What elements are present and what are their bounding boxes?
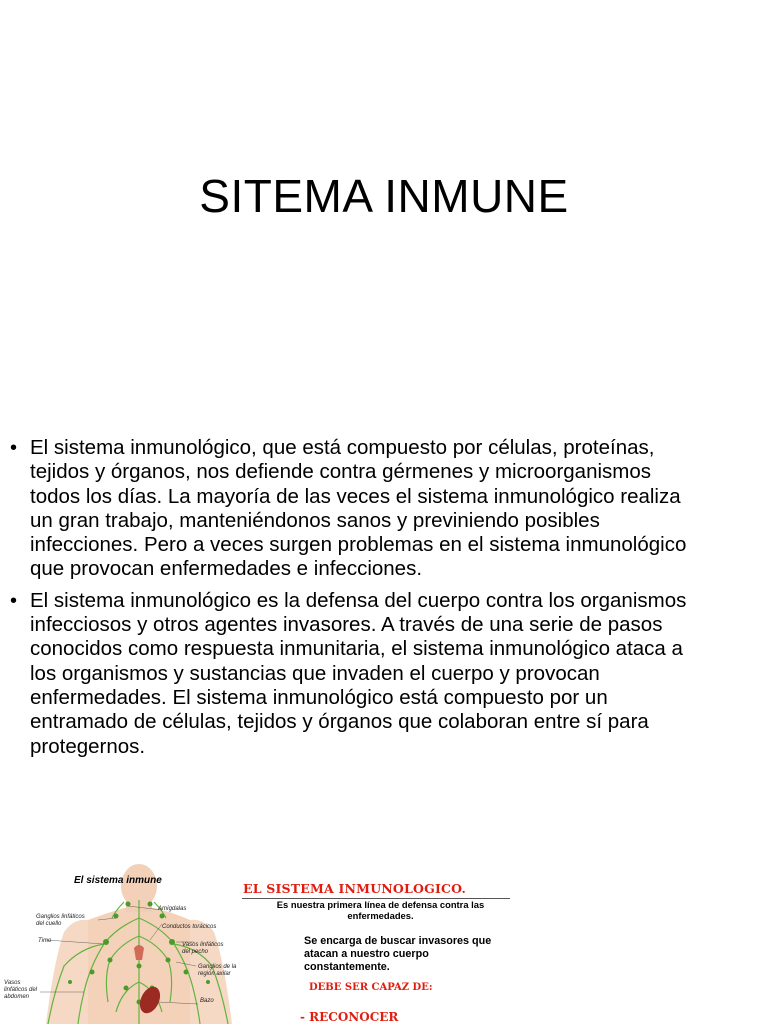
info-card-title: EL SISTEMA INMUNOLOGICO.: [243, 881, 467, 896]
bullet-list: [10, 436, 762, 766]
bullet-line: tejidos y órganos, nos defiende contra gérmenes y microorganismos: [30, 460, 652, 484]
bullet-item: [10, 589, 762, 759]
bullet-line: enfermedades. El sistema inmunológico está compuesto por un: [30, 685, 608, 709]
bullet-dot-icon: •: [10, 437, 18, 459]
bullet-line: entramado de células, tejidos y órganos que colaboran entre sí para: [30, 710, 649, 734]
bullet-line: un gran trabajo, manteniéndonos sanos y previniendo posibles: [30, 508, 600, 532]
bullet-line: El sistema inmunológico es la defensa del cuerpo contra los organismos: [30, 588, 687, 612]
bullet-item: [10, 436, 762, 582]
bullet-line: infecciones. Pero a veces surgen problemas en el sistema inmunológico: [30, 533, 687, 557]
bullet-line: infecciosos y otros agentes invasores. A través de una serie de pasos: [30, 613, 663, 637]
bullet-line: los organismos y sustancias que invaden el cuerpo y provocan: [30, 661, 600, 685]
bullet-line: protegernos.: [30, 734, 146, 758]
diagram-title: El sistema inmune: [74, 875, 162, 886]
label-amigdalas: Amígdalas: [158, 906, 187, 912]
bullet-line: que provocan enfermedades e infecciones.: [30, 557, 423, 581]
immune-system-diagram: [0, 862, 240, 1024]
label-ganglios-cuello: Ganglios linfáticos del cuello: [36, 914, 85, 927]
label-conductos-toracicos: Conductos torácicos: [162, 924, 217, 930]
label-vasos-abdomen: Vasos linfáticos del abdomen: [4, 980, 38, 1000]
info-card-subtitle: Es nuestra primera línea de defensa contra las enfermedades.: [276, 899, 485, 921]
label-timo: Timo: [38, 938, 52, 944]
bullet-line: todos los días. La mayoría de las veces el sistema inmunológico realiza: [30, 484, 681, 508]
immune-info-card: [238, 870, 513, 1024]
bullet-line: El sistema inmunológico, que está compuesto por células, proteínas,: [30, 436, 655, 459]
label-vasos-pecho: Vasos linfáticos del pecho: [182, 942, 224, 955]
info-card-must-label: DEBE SER CAPAZ DE:: [309, 982, 433, 993]
info-card-item: - RECONOCER: [300, 1010, 399, 1024]
label-bazo: Bazo: [200, 998, 214, 1004]
info-card-paragraph: Se encarga de buscar invasores que atacan a nuestro cuerpo constantemente.: [304, 935, 492, 973]
label-ganglios-axilar: Ganglios de la región axilar: [198, 964, 237, 977]
bullet-dot-icon: •: [10, 589, 18, 612]
slide-title: SITEMA INMUNE: [199, 170, 569, 222]
bullet-line: conocidos como respuesta inmunitaria, el sistema inmunológico ataca a: [30, 637, 683, 661]
